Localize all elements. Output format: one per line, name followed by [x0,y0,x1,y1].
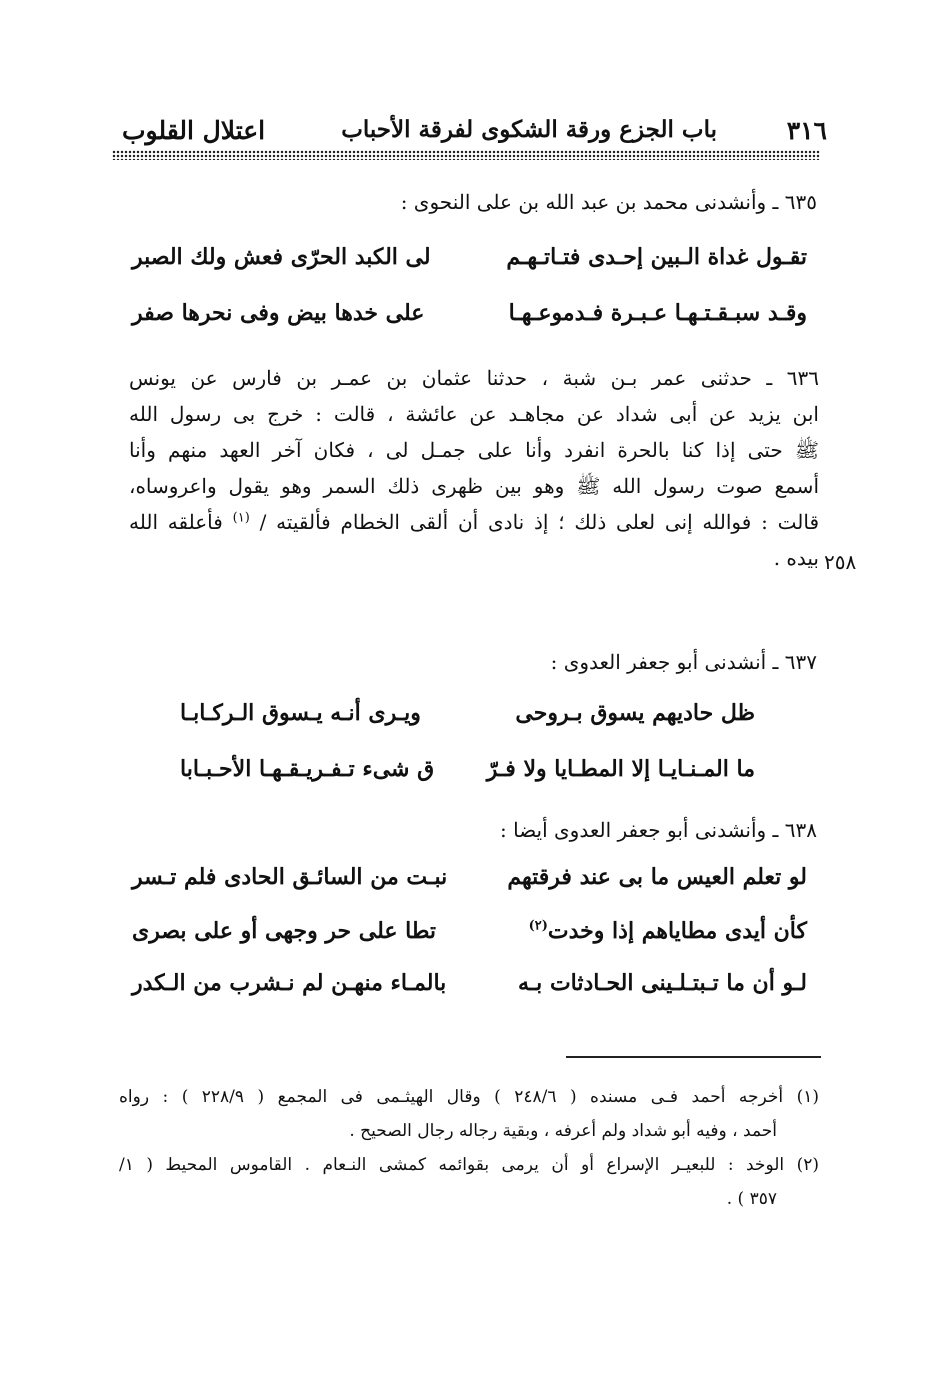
verse-hemistich-left: ويـرى أنـه يـسوق الـركـابـا [180,700,421,726]
verse-hemistich-right: لو تعلم العيس ما بى عند فرقتهم [507,864,807,890]
verse-line [180,700,755,740]
verse-line [132,970,807,1010]
verse-line [132,864,807,904]
prose-line: ابن يزيد عن أبى شداد عن مجاهـد عن عائشة ، قالت : خرج بى رسول الله [129,402,819,426]
footnote-1-line: أحمد ، وفيه أبو شداد ولم أعرفه ، وبقية رجاله رجال الصحيح . [349,1121,777,1141]
footnote-2-line: ٣٥٧ ) . [726,1189,777,1209]
prose-line-text: قالت : فوالله إنى لعلى ذلك ؛ إذ نادى أن ألقى الخطام فألقيته / [259,510,820,534]
entry-635-intro: ٦٣٥ ـ وأنشدنى محمد بن عبد الله بن على النحوى : [400,190,817,214]
verse-hemistich-right [529,918,807,944]
prose-line: أسمع صوت رسول الله ﷺ وهو بين ظهرى ذلك السمر وهو يقول واعروساه، [129,474,819,498]
verse-hemistich-text: كأن أيدى مطاياهم إذا وخدت [547,918,807,944]
verse-hemistich-right: ما المـنـايـا إلا المطـايا ولا فـرّ [486,756,755,782]
verse-hemistich-right: ظل حاديهم يسوق بـروحى [515,700,755,726]
prose-line: ٦٣٦ ـ حدثنى عمر بـن شبة ، حدثنا عثمان بن عمـر بن فارس عن يونس [129,366,819,390]
book-title: اعتلال القلوب [122,116,266,145]
entry-638-intro: ٦٣٨ ـ وأنشدنى أبو جعفر العدوى أيضا : [500,818,817,842]
prose-line [129,504,819,540]
verse-hemistich-left: على خدها بيض وفى نحرها صفر [132,300,425,326]
chapter-title: باب الجزع ورقة الشكوى لفرقة الأحباب [341,116,717,143]
verse-hemistich-right: تقـول غداة الـبين إحـدى فتـاتـهـم [506,244,807,270]
footnote-2-line: (٢) الوخد : للبعيـر الإسراع أو أن يرمى بقوائمه كمشى النـعام . القاموس المحيط ( ١/ [119,1155,819,1175]
prose-line: ﷺ حتى إذا كنا بالحرة انفرد وأنا على جمـل لى ، فكان آخر العهد منهم وأنا [129,438,819,462]
verse-line [132,300,807,340]
header-rule [112,150,820,160]
page-number: ٣١٦ [786,116,827,145]
verse-line [180,756,755,796]
prose-line: بيده . [773,546,819,570]
verse-hemistich-right: لـو أن ما تـبتـلـينى الحـادثات بـه [517,970,807,996]
footnote-ref: (٢) [528,918,548,934]
margin-page-number: ٢٥٨ [824,550,857,574]
verse-hemistich-right: وقـد سبـقـتـهـا عـبـرة فـدموعـهـا [508,300,807,326]
entry-637-intro: ٦٣٧ ـ أنشدنى أبو جعفر العدوى : [550,650,817,674]
verse-line [132,244,807,284]
verse-hemistich-left: تطا على حر وجهى أو على بصرى [132,918,437,944]
entry-636-prose [129,360,819,576]
footnote-ref: (١) [232,510,250,526]
prose-line-tail: فأعلقه الله [129,510,223,534]
verse-hemistich-left: بالمـاء منهـن لم نـشرب من الـكدر [132,970,447,996]
footnote-1-line: (١) أخرجه أحمد فـى مسنده ( ٢٤٨/٦ ) وقال الهيثـمى فى المجمع ( ٢٢٨/٩ ) : رواه [119,1087,820,1107]
verse-line [132,918,807,958]
footnotes [119,1080,819,1216]
footnote-rule [566,1056,821,1058]
verse-hemistich-left: لى الكبد الحرّى فعش ولك الصبر [132,244,431,270]
verse-hemistich-left: ق شىء تـفـريـقـهـا الأحـبـابا [180,756,435,782]
verse-hemistich-left: نبـت من السائـق الحادى فلم تـسر [132,864,448,890]
